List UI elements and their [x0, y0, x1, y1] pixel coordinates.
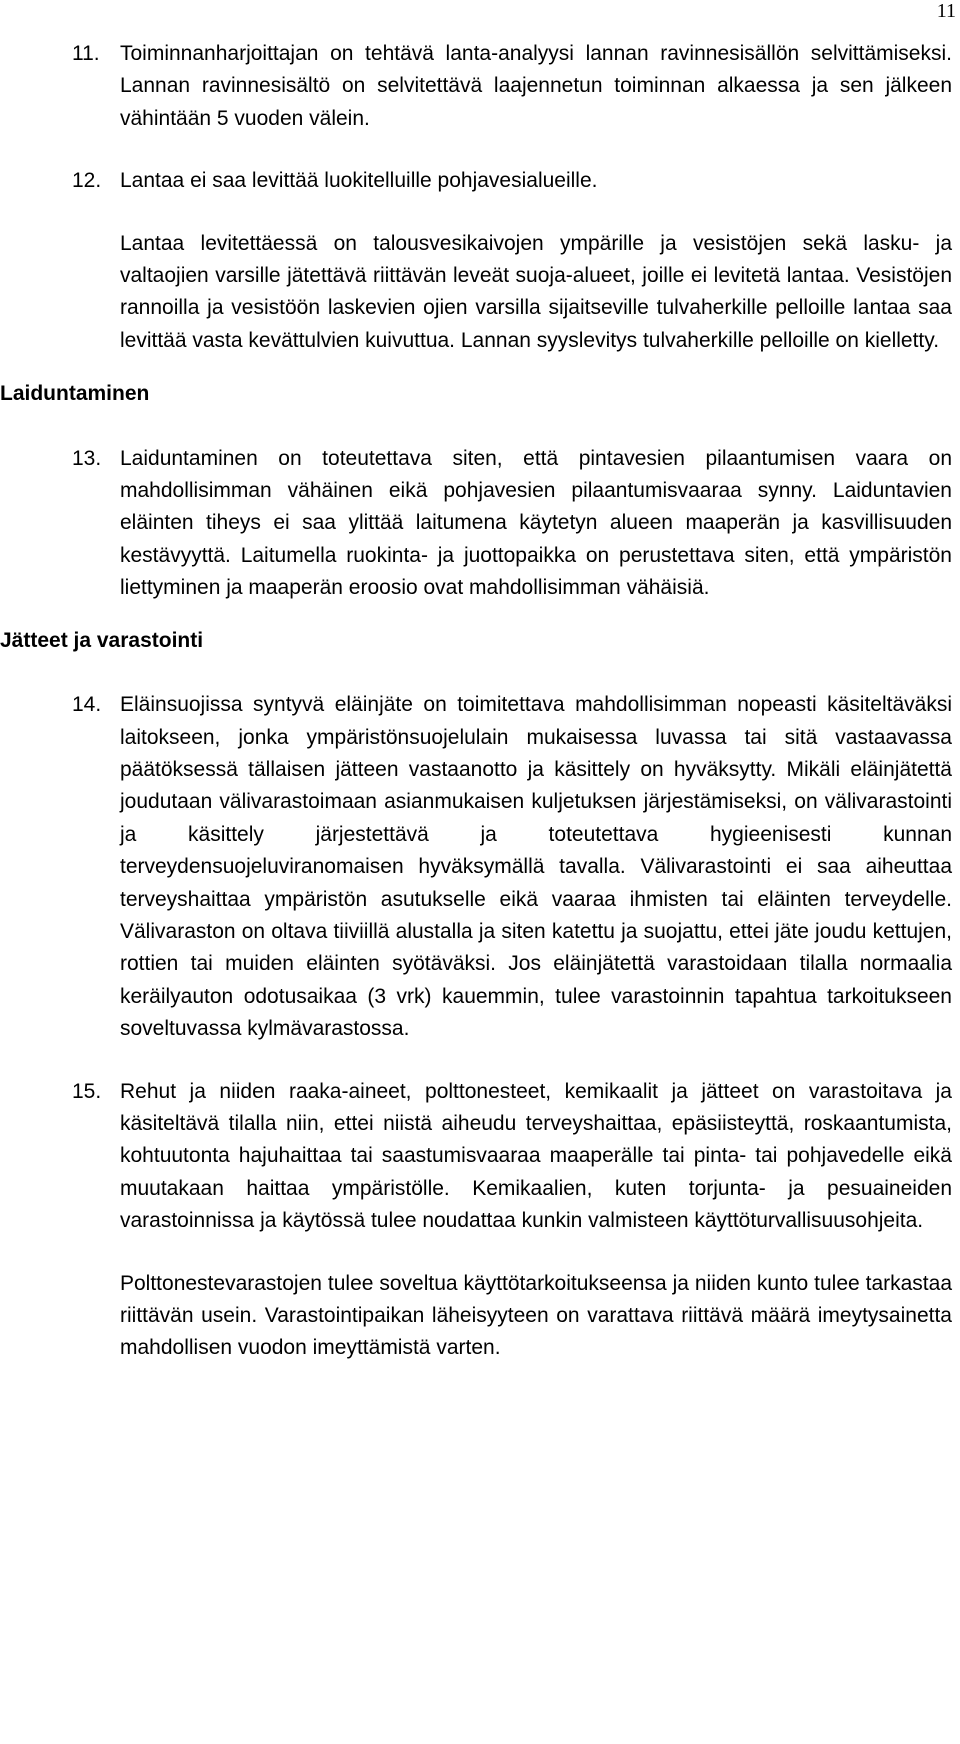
item-text: Laiduntaminen on toteutettava siten, että pintavesien pilaantumisen vaara on mahdollisimman vähäinen eikä pohjavesien pilaantumisvaaraa synny. Laiduntavien eläinten tiheys ei saa ylittää laitumena käytetyn alueen maaperän ja kasvillisuuden kestävyyttä. Laitumella ruokinta- ja juottopaikka on perustettava siten, että ympäristön liettyminen ja maaperän eroosio ovat mahdollisimman vähäisiä. — [120, 446, 952, 600]
item-number: 13. — [72, 446, 102, 470]
item-number: 15. — [72, 1079, 102, 1103]
section-heading-laiduntaminen: Laiduntaminen — [0, 382, 150, 406]
item-number: 12. — [72, 169, 102, 193]
page-number: 11 — [936, 0, 956, 22]
section-heading-jatteet: Jätteet ja varastointi — [0, 628, 204, 652]
list-item-15 — [0, 1076, 952, 1238]
document-body — [0, 16, 960, 1365]
list-item-12 — [0, 165, 952, 197]
item-text: Lantaa ei saa levittää luokitelluille pohjavesialueille. — [120, 169, 598, 193]
item-text: Toiminnanharjoittajan on tehtävä lanta-analyysi lannan ravinnesisällön selvittämiseksi. Lannan ravinnesisältö on selvitettävä laajennetun toiminnan alkaessa ja sen jälkeen vähintään 5 vuoden välein. — [120, 42, 952, 130]
list-item-14 — [0, 689, 952, 1045]
paragraph: Polttonestevarastojen tulee soveltua käyttötarkoitukseensa ja niiden kunto tulee tarkastaa riittävän usein. Varastointipaikan läheisyyteen on varattava riittävä määrä imeytysainetta mahdollisen vuodon imeyttämistä varten. — [120, 1271, 952, 1360]
item-text: Rehut ja niiden raaka-aineet, polttonesteet, kemikaalit ja jätteet on varastoitava ja käsiteltävä tilalla niin, ettei niistä aiheudu terveyshaittaa, epäsiisteyttä, roskaantumista, kohtuutonta hajuhaittaa tai saastumisvaaraa maaperälle tai pinta- tai pohjavedelle eikä muutakaan haittaa ympäristölle. Kemikaalien, kuten torjunta- ja pesuaineiden varastoinnissa ja käytössä tulee noudattaa kunkin valmisteen käyttöturvallisuusohjeita. — [120, 1079, 952, 1233]
list-item-13 — [0, 443, 952, 605]
paragraph: Lantaa levitettäessä on talousvesikaivojen ympärille ja vesistöjen sekä lasku- ja valtaojien varsille jätettävä riittävän leveät suoja-alueet, joille ei levitetä lantaa. Vesistöjen rannoilla ja vesistöön laskevien ojien varsilla sijaitseville tulvaherkille pelloille lantaa saa levittää vasta kevättulvien kuivuttua. Lannan syyslevitys tulvaherkille pelloille on kielletty. — [120, 231, 952, 352]
item-text: Eläinsuojissa syntyvä eläinjäte on toimitettava mahdollisimman nopeasti käsiteltäväksi laitokseen, jonka ympäristönsuojelulain mukaisessa luvassa tai sitä vastaavassa päätöksessä tällaisen jätteen vastaanotto ja käsittely on hyväksytty. Mikäli eläinjätettä joudutaan välivarastoimaan asianmukaisen kuljetuksen järjestämiseksi, on välivarastointi ja käsittely järjestettävä ja toteutettava hygieenisesti kunnan terveydensuojeluviranomaisen hyväksymällä tavalla. Välivarastointi ei saa aiheuttaa terveyshaittaa ympäristön asutukselle eikä vaaraa ihmisten tai eläinten terveydelle. Välivaraston on oltava tiiviillä alustalla ja siten katettu ja suojattu, ettei jäte joudu kettujen, rottien tai muiden eläinten syötäväksi. Jos eläinjätettä varastoidaan tilalla normaalia keräilyauton odotusaikaa (3 vrk) kauemmin, tulee varastoinnin tapahtua tarkoitukseen soveltuvassa kylmävarastossa. — [120, 693, 952, 1041]
item-number: 14. — [72, 693, 102, 717]
list-item-11 — [0, 38, 952, 135]
item-number: 11. — [72, 42, 100, 65]
